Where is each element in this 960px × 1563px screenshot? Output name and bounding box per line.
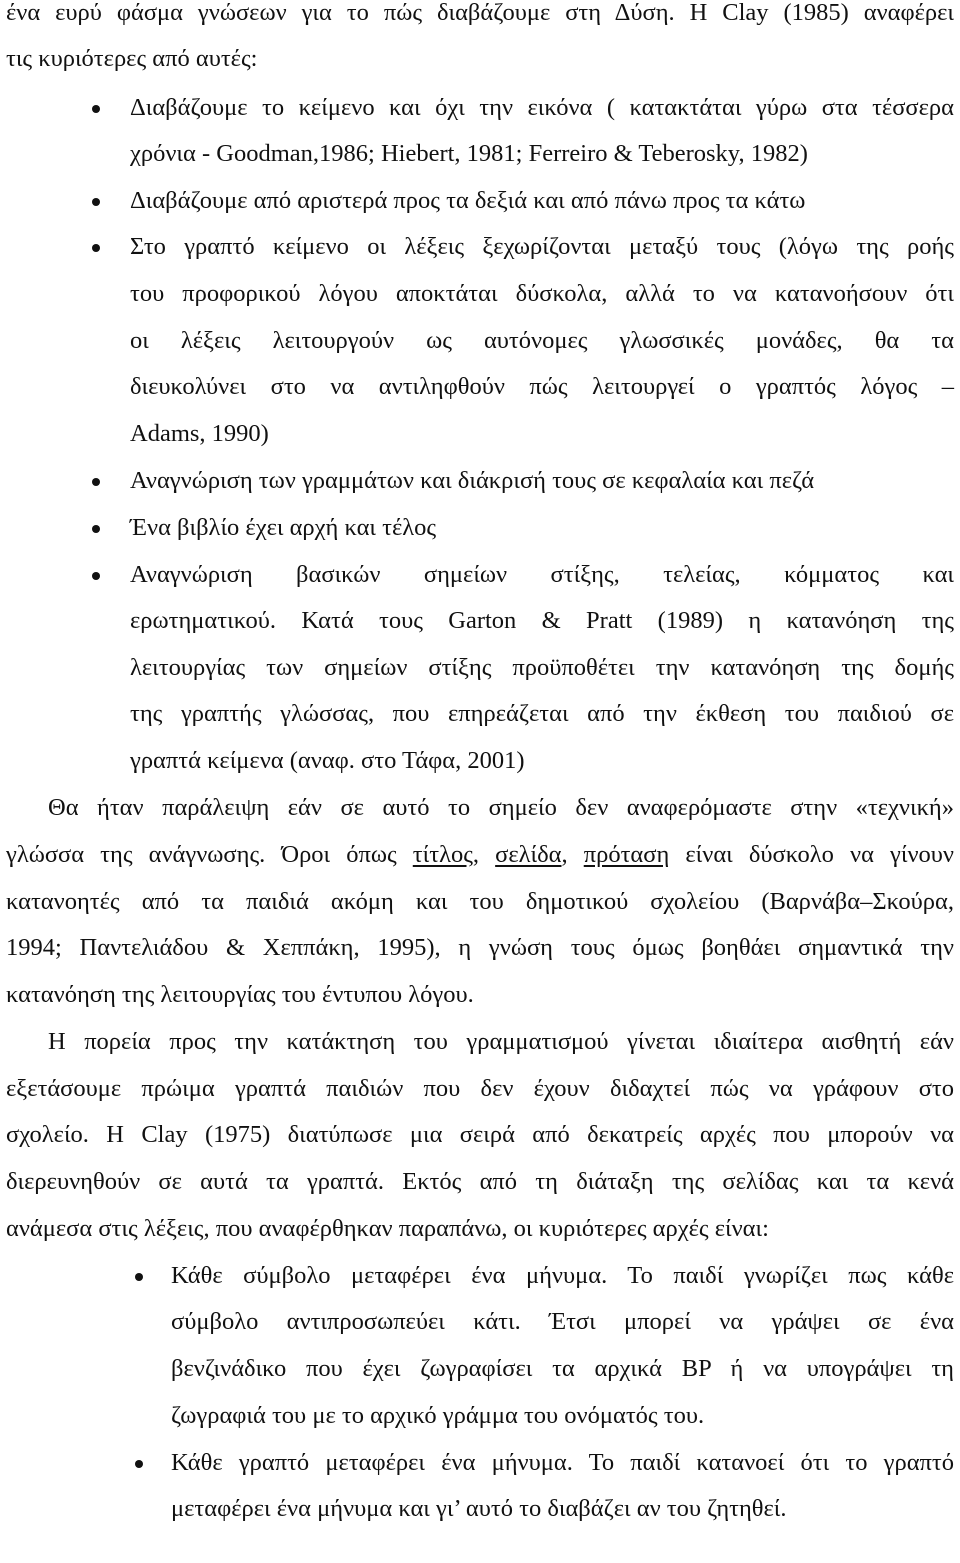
bullet-marker [92,198,100,206]
intro-line-1: ένα ευρύ φάσμα γνώσεων για το πώς διαβάζουμε στη Δύση. Η Clay (1985) αναφέρει [6,0,954,26]
list-item-line: Αναγνώριση βασικών σημείων στίξης, τελείας, κόμματος και [130,561,954,588]
para3-line-2: εξετάσουμε πρώιμα γραπτά παιδιών που δεν έχουν διδαχτεί πώς να γράφουν στο [6,1075,954,1102]
term-page: σελίδα [495,841,562,868]
list-item-line: ερωτηματικού. Κατά τους Garton & Pratt (1989) η κατανόηση της [130,607,954,634]
list-item-line: της γραπτής γλώσσας, που επηρεάζεται από την έκθεση του παιδιού σε [130,700,954,727]
list-item-line: γραπτά κείμενα (αναφ. στο Τάφα, 2001) [130,747,525,774]
para2-line-3: κατανοητές από τα παιδιά ακόμη και του δημοτικού σχολείου (Βαρνάβα–Σκούρα, [6,888,954,915]
list-item-line: λειτουργίας των σημείων στίξης προϋποθέτει την κατανόηση της δομής [130,654,954,681]
list-item-line: βενζινάδικο που έχει ζωγραφίσει τα αρχικά BP ή να υπογράψει τη [171,1355,954,1382]
list-item-line: Στο γραπτό κείμενο οι λέξεις ξεχωρίζονται μεταξύ τους (λόγω της ροής [130,233,954,260]
para3-line-5: ανάμεσα στις λέξεις, που αναφέρθηκαν παραπάνω, οι κυριότερες αρχές είναι: [6,1215,769,1242]
list-item-line: Ένα βιβλίο έχει αρχή και τέλος [130,514,437,541]
para2-line-5: κατανόηση της λειτουργίας του έντυπου λόγου. [6,981,474,1008]
list-item-line: ζωγραφιά του με το αρχικό γράμμα του ονόματός του. [171,1402,705,1429]
list-item-line: σύμβολο αντιπροσωπεύει κάτι. Έτσι μπορεί να γράψει σε ένα [171,1308,954,1335]
para3-line-1: Η πορεία προς την κατάκτηση του γραμματισμού γίνεται ιδιαίτερα αισθητή εάν [48,1028,954,1055]
bullet-marker [92,478,100,486]
list-item-line: διευκολύνει στο να αντιληφθούν πώς λειτουργεί ο γραπτός λόγος – [130,373,954,400]
list-item-line: Adams, 1990) [130,420,269,447]
bullet-marker [135,1460,143,1468]
list-item-line: Κάθε σύμβολο μεταφέρει ένα μήνυμα. Το παιδί γνωρίζει πως κάθε [171,1262,954,1289]
list-item-line: οι λέξεις λειτουργούν ως αυτόνομες γλωσσικές μονάδες, θα τα [130,327,954,354]
bullet-marker [92,525,100,533]
intro-line-2: τις κυριότερες από αυτές: [6,45,258,72]
term-title: τίτλος [412,841,473,868]
list-item-line: Διαβάζουμε το κείμενο και όχι την εικόνα ( κατακτάται γύρω στα τέσσερα [130,94,954,121]
list-item-line: μεταφέρει ένα μήνυμα και γι’ αυτό το διαβάζει αν του ζητηθεί. [171,1495,787,1522]
bullet-marker [135,1273,143,1281]
list-item-line: χρόνια - Goodman,1986; Hiebert, 1981; Ferreiro & Teberosky, 1982) [130,140,808,167]
term-sentence: πρόταση [583,841,670,868]
list-item-line: Αναγνώριση των γραμμάτων και διάκρισή τους σε κεφαλαία και πεζά [130,467,815,494]
bullet-marker [92,572,100,580]
list-item-line: Διαβάζουμε από αριστερά προς τα δεξιά και από πάνω προς τα κάτω [130,187,806,214]
para2-line-4: 1994; Παντελιάδου & Χεππάκη, 1995), η γνώση τους όμως βοηθάει σημαντικά την [6,934,954,961]
para2-line-2: γλώσσα της ανάγνωσης. Όροι όπως τίτλος, σελίδα, πρόταση είναι δύσκολο να γίνουν [6,841,955,868]
para3-line-3: σχολείο. Η Clay (1975) διατύπωσε μια σειρά από δεκατρείς αρχές που μπορούν να [6,1121,954,1148]
para2-line-1: Θα ήταν παράλειψη εάν σε αυτό το σημείο δεν αναφερόμαστε στην «τεχνική» [48,794,954,821]
bullet-marker [92,244,100,252]
list-item-line: του προφορικού λόγου αποκτάται δύσκολα, αλλά το να κατανοήσουν ότι [130,280,954,307]
para3-line-4: διερευνηθούν σε αυτά τα γραπτά. Εκτός από τη διάταξη της σελίδας και τα κενά [6,1168,954,1195]
list-item-line: Κάθε γραπτό μεταφέρει ένα μήνυμα. Το παιδί κατανοεί ότι το γραπτό [171,1449,954,1476]
bullet-marker [92,105,100,113]
